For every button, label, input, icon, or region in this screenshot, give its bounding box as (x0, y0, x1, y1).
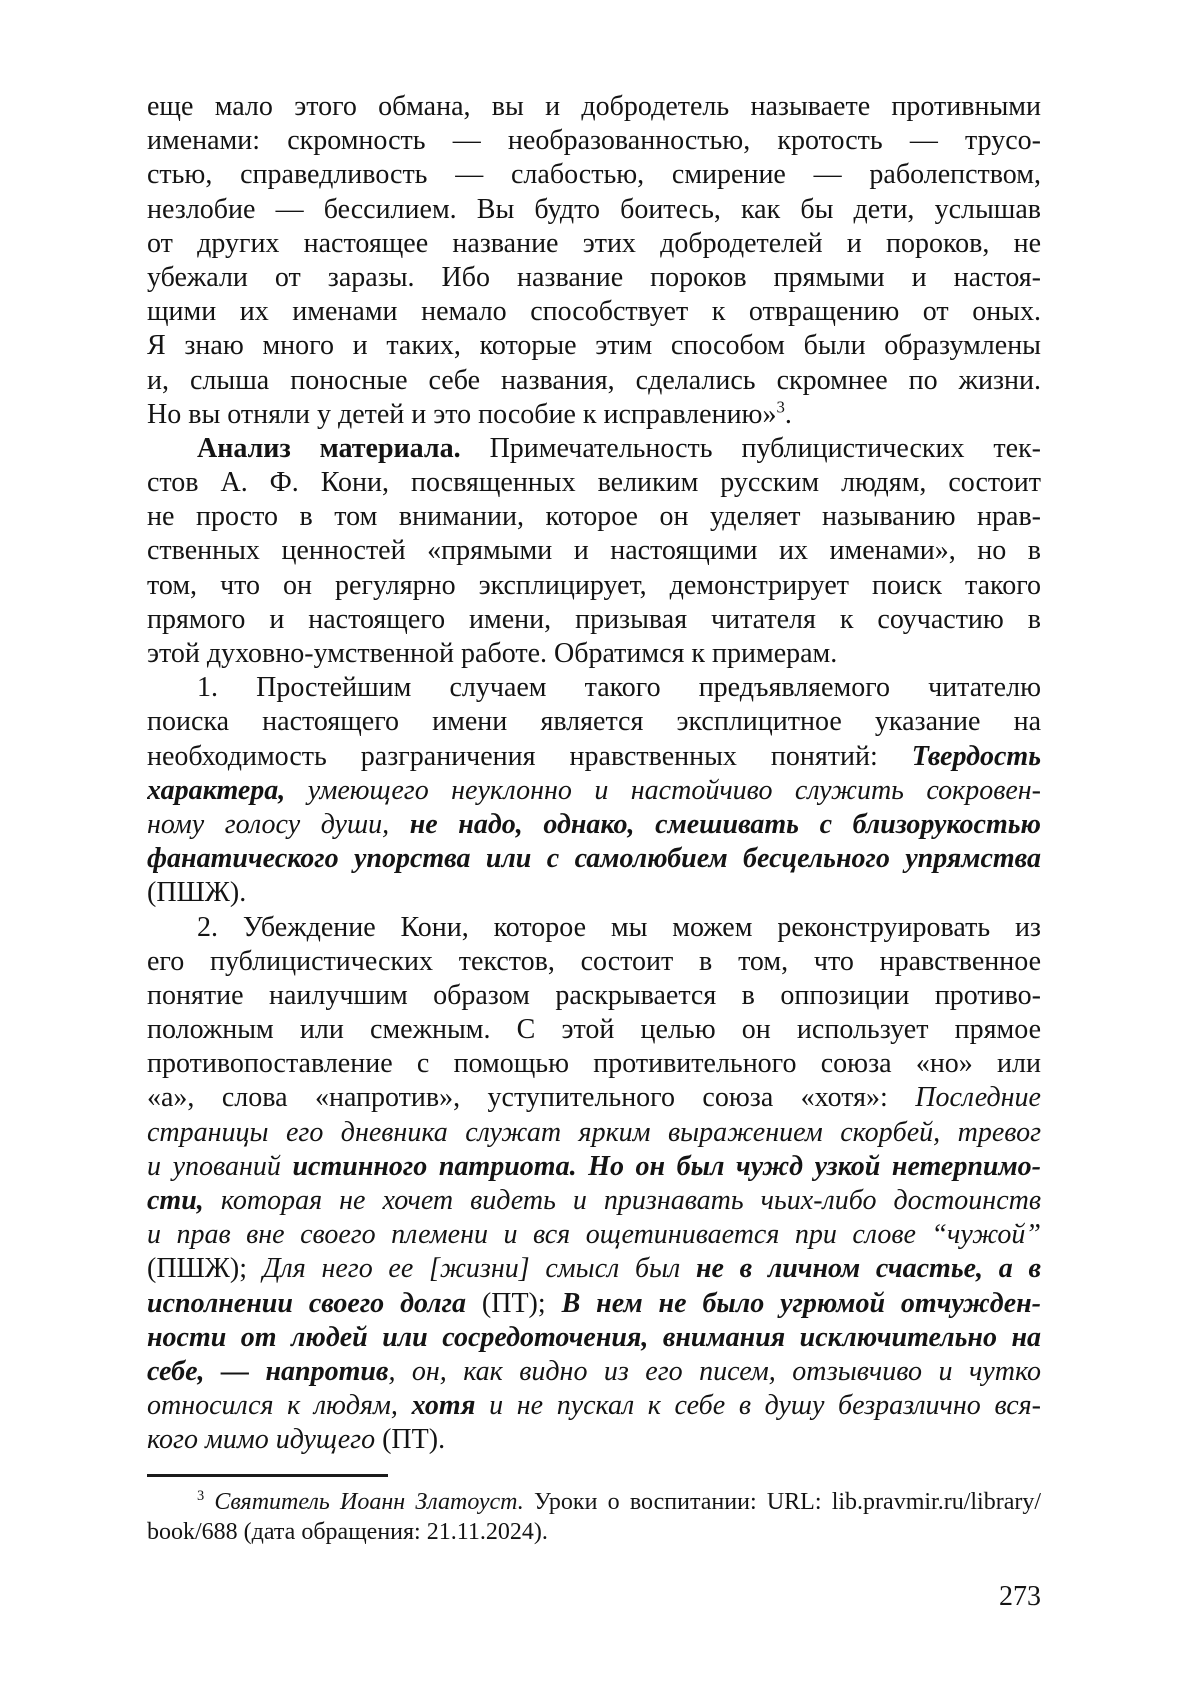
text-segment: (ПТ); (481, 1287, 562, 1319)
text-line (147, 637, 1041, 671)
text-segment: ственных ценностей «прямыми и настоящими их именами», но в (147, 535, 1041, 567)
text-segment: еще мало этого обмана, вы и добродетель называете противными (147, 91, 1041, 122)
text-segment: умеющего неуклонно и настойчиво служить сокровен- (285, 774, 1041, 806)
text-segment: 2. Убеждение Кони, которое мы можем реконструировать из (197, 911, 1041, 943)
text-segment: не надо, однако, смешивать с близорукостью (409, 808, 1041, 840)
text-segment: book/688 (дата обращения: 21.11.2024). (147, 1518, 548, 1545)
text-segment: относился к людям, (147, 1390, 412, 1422)
text-segment: прямого и настоящего имени, призывая читателя к соучастию в (147, 603, 1041, 635)
text-line (147, 911, 1041, 945)
text-segment: противопоставление с помощью противительного союза «но» или (147, 1048, 1041, 1080)
text-segment: исполнении своего долга (147, 1287, 482, 1319)
text-segment: Примечательность публицистических тек- (460, 432, 1041, 464)
text-segment: Уроки о воспитании: URL: lib.pravmir.ru/library/ (523, 1488, 1041, 1515)
text-line (147, 1423, 1041, 1457)
text-line (147, 1184, 1041, 1218)
text-line (147, 1487, 1041, 1517)
text-segment: Но вы отняли у детей и это пособие к исправлению» (147, 398, 777, 430)
text-segment: и прав вне своего племени и вся ощетинивается при слове “чужой” (147, 1219, 1041, 1251)
footnote-marker: 3 (197, 1487, 205, 1504)
page-number: 273 (999, 1581, 1041, 1612)
text-line (147, 364, 1041, 398)
text-segment: кого мимо идущего (147, 1424, 383, 1456)
text-column (147, 90, 1041, 1547)
text-segment: том, что он регулярно эксплицирует, демонстрирует поиск такого (147, 569, 1041, 601)
text-segment: Святитель Иоанн Златоуст. (204, 1488, 524, 1515)
footnote-separator (147, 1474, 388, 1477)
text-segment: 1. Простейшим случаем такого предъявляемого читателю (197, 672, 1041, 704)
text-segment: истинного патриота. Но он был чужд узкой нетерпимо- (292, 1150, 1041, 1182)
text-segment: сти, (147, 1185, 204, 1216)
paragraph (147, 671, 1041, 910)
text-segment: характера, (147, 774, 286, 806)
text-line (147, 534, 1041, 568)
text-line (147, 158, 1041, 192)
text-line (147, 979, 1041, 1013)
text-line (147, 432, 1041, 466)
text-segment: В нем не было угрюмой отчужден- (561, 1287, 1041, 1319)
text-line (147, 945, 1041, 979)
text-segment: Я знаю много и таких, которые этим способом были образумлены (147, 330, 1041, 362)
text-segment: . (784, 398, 792, 430)
text-segment: понятие наилучшим образом раскрывается в оппозиции противо- (147, 979, 1041, 1011)
text-segment: ности от людей или сосредоточения, внимания исключительно на (147, 1321, 1041, 1353)
text-segment: этой духовно-умственной работе. Обратимся к примерам. (147, 638, 838, 669)
paragraph (147, 1487, 1041, 1547)
text-segment: поиска настоящего имени является эксплицитное указание на (147, 706, 1041, 738)
text-line (147, 398, 1041, 432)
text-segment: необходимость разграничения нравственных понятий: (147, 740, 912, 772)
text-line (147, 1252, 1041, 1286)
text-line (147, 740, 1041, 774)
text-segment: стов А. Ф. Кони, посвященных великим русским людям, состоит (147, 467, 1041, 499)
text-segment: Твердость (911, 740, 1041, 772)
text-line (147, 1355, 1041, 1389)
text-segment: (ПШЖ); (147, 1253, 263, 1285)
text-line (147, 1321, 1041, 1355)
text-segment: не просто в том внимании, которое он уделяет называнию нрав- (147, 501, 1041, 533)
text-line (147, 1218, 1041, 1252)
text-segment: себе, — напротив (147, 1355, 389, 1387)
text-segment: Анализ материала. (197, 432, 461, 464)
text-segment: стью, справедливость — слабостью, смирение — раболепством, (147, 159, 1041, 191)
text-segment: его публицистических текстов, состоит в том, что нравственное (147, 945, 1041, 977)
text-segment: Последние (915, 1082, 1041, 1114)
text-segment: страницы его дневника служат ярким выражением скорбей, тревог (147, 1116, 1041, 1148)
text-line (147, 603, 1041, 637)
text-line (147, 569, 1041, 603)
text-segment: и, слыша поносные себе названия, сделались скромнее по жизни. (147, 364, 1041, 396)
text-line (147, 1013, 1041, 1047)
text-line (147, 466, 1041, 500)
text-line (147, 1081, 1041, 1115)
footnote-marker: 3 (776, 397, 785, 417)
text-line (147, 1517, 1041, 1547)
text-segment: (ПТ). (382, 1424, 446, 1456)
text-line (147, 876, 1041, 910)
text-line (147, 1287, 1041, 1321)
text-line (147, 671, 1041, 705)
text-segment: не в личном счастье, а в (695, 1253, 1041, 1285)
body-text-block (147, 90, 1041, 1458)
paragraph (147, 911, 1041, 1458)
text-segment: от других настоящее название этих добродетелей и пороков, не (147, 227, 1041, 259)
text-line (147, 1389, 1041, 1423)
text-segment: «а», слова «напротив», уступительного союза «хотя»: (147, 1082, 916, 1114)
text-line (147, 808, 1041, 842)
text-segment: которая не хочет видеть и признавать чьих-либо достоинств (203, 1185, 1041, 1216)
text-line (147, 329, 1041, 363)
text-line (147, 193, 1041, 227)
text-line (147, 500, 1041, 534)
text-segment: незлобие — бессилием. Вы будто боитесь, как бы дети, услышав (147, 193, 1041, 225)
text-line (147, 90, 1041, 124)
text-line (147, 1150, 1041, 1184)
paragraph (147, 432, 1041, 671)
text-line (147, 1116, 1041, 1150)
text-segment: положным или смежным. С этой целью он использует прямое (147, 1014, 1041, 1046)
text-segment: (ПШЖ). (147, 877, 247, 909)
text-line (147, 261, 1041, 295)
text-segment: именами: скромность — необразованностью, кротость — трусо- (147, 125, 1041, 157)
text-line (147, 1047, 1041, 1081)
text-line (147, 227, 1041, 261)
text-segment: ному голосу души, (147, 808, 410, 840)
text-segment: и упований (147, 1150, 293, 1182)
text-segment: щими их именами немало способствует к отвращению от оных. (147, 296, 1041, 328)
footnote (147, 1487, 1041, 1547)
text-line (147, 124, 1041, 158)
text-line (147, 774, 1041, 808)
text-segment: , он, как видно из его писем, отзывчиво и чутко (388, 1355, 1041, 1387)
text-line (147, 705, 1041, 739)
text-line (147, 295, 1041, 329)
text-segment: фанатического упорства или с самолюбием бесцельного упрямства (147, 843, 1041, 875)
paragraph (147, 90, 1041, 432)
text-segment: Для него ее [жизни] смысл был (262, 1253, 696, 1285)
footnote-area (147, 1474, 1041, 1547)
text-segment: убежали от заразы. Ибо название пороков прямыми и настоя- (147, 261, 1041, 293)
text-line (147, 842, 1041, 876)
text-segment: и не пускал к себе в душу безразлично вся- (475, 1390, 1041, 1422)
text-segment: хотя (411, 1390, 476, 1422)
